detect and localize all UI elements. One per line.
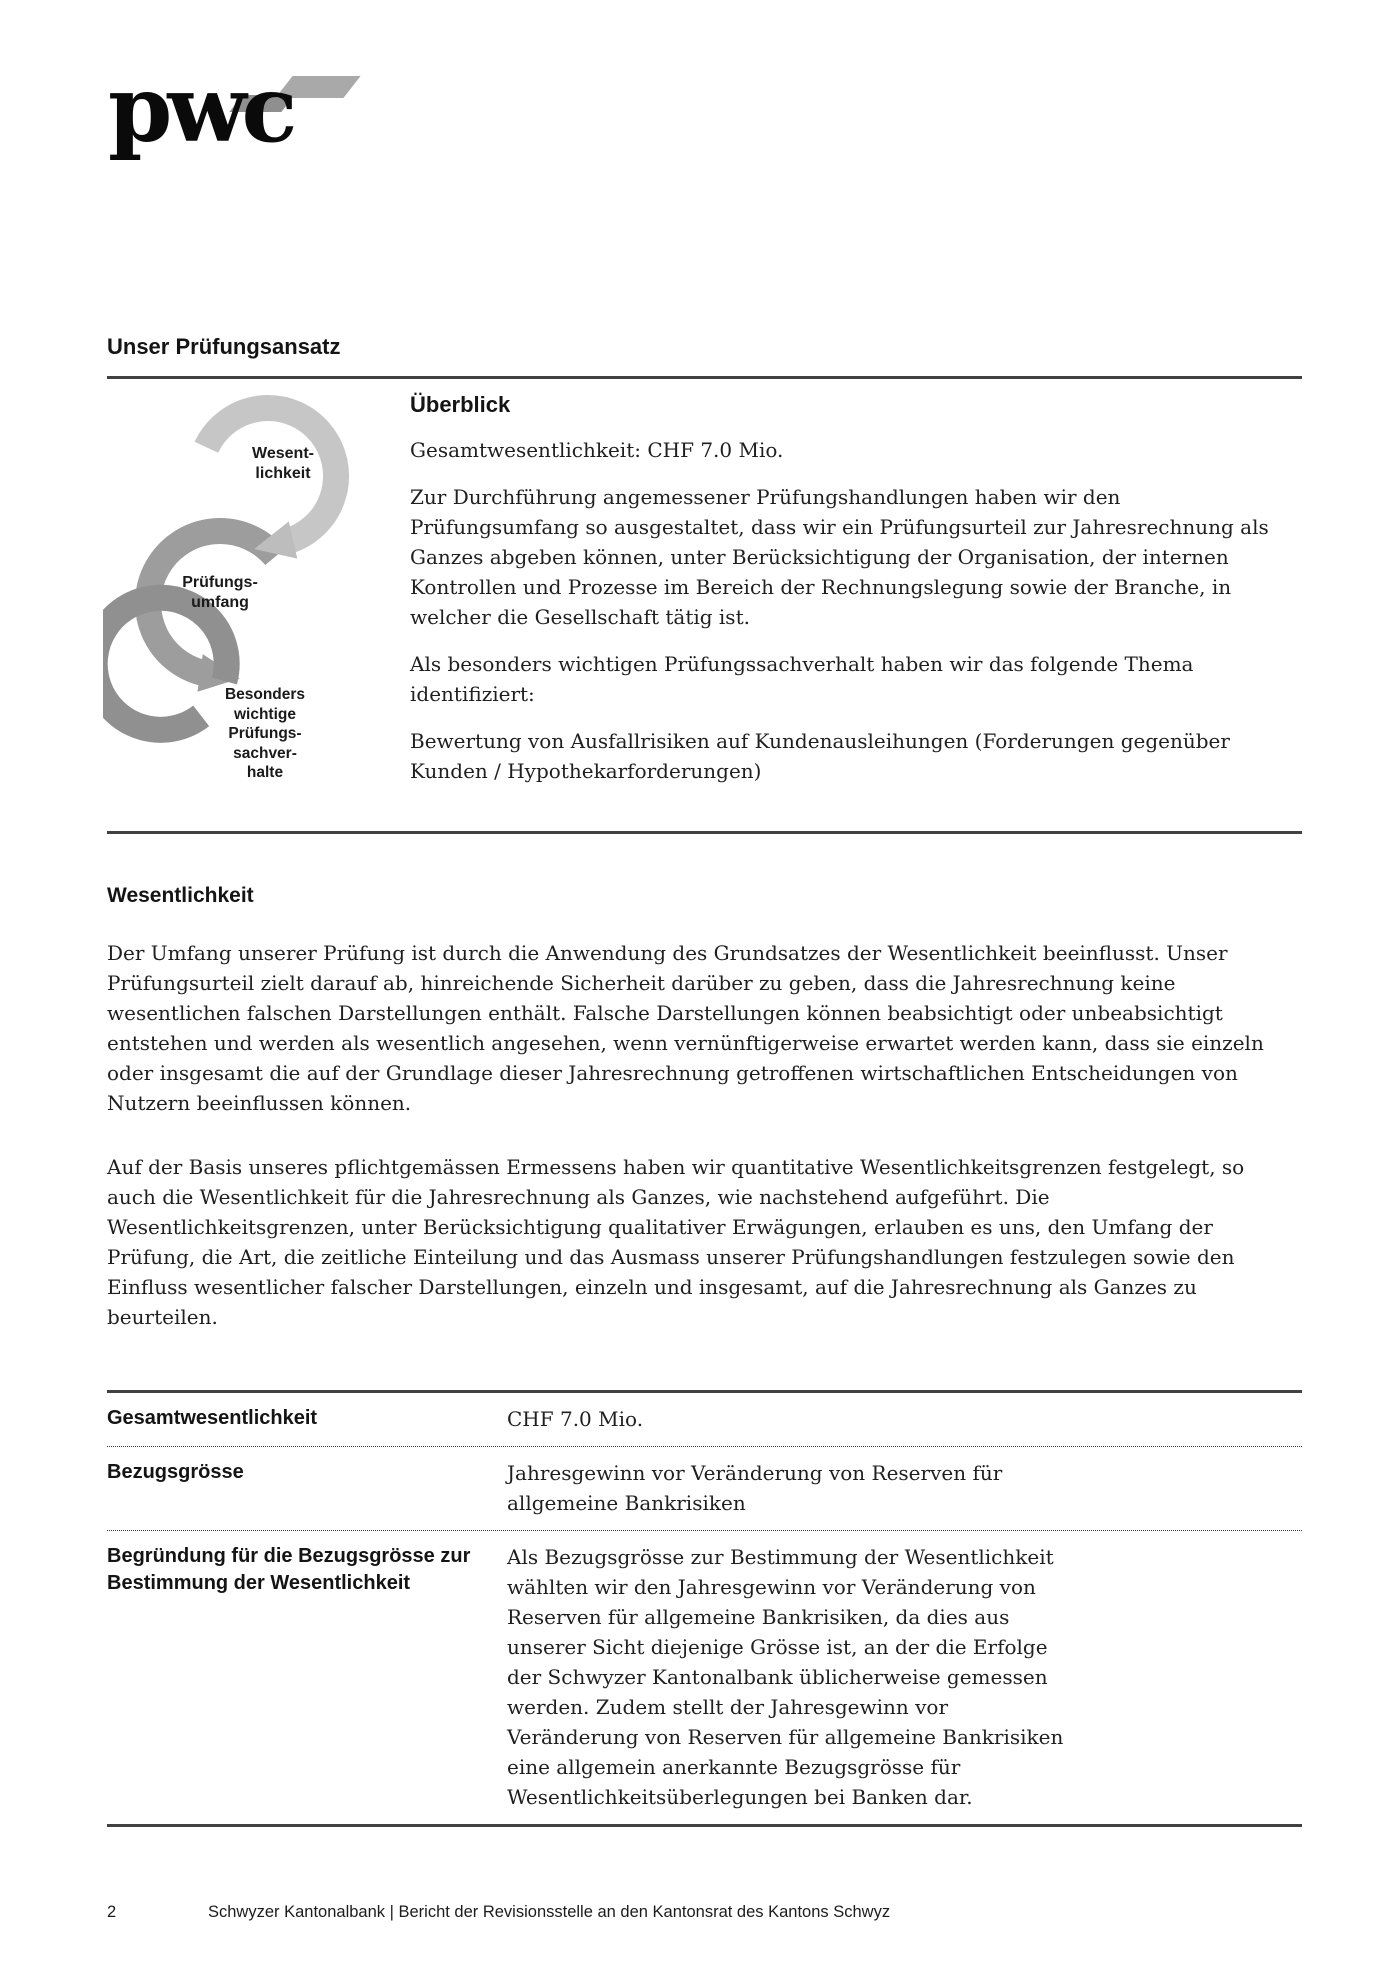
divider-top bbox=[107, 376, 1302, 379]
diagram-label-pruefungsumfang: Prüfungs- umfang bbox=[182, 574, 258, 611]
row-value: Als Bezugsgrösse zur Bestimmung der Wesentlichkeit wählten wir den Jahresgewinn vor Veränderung von Reserven für allgemeine Bankrisiken, da dies aus unserer Sicht diejenige Grösse ist, an der die Erfolge der Schwyzer Kantonalbank üblicherweise gemessen werden. Zudem stellt der Jahresgewinn vor Veränderung von Reserven für allgemeine Bankrisiken eine allgemein anerkannte Bezugsgrösse für Wesentlichkeitsüberlegungen bei Banken dar. bbox=[507, 1545, 1064, 1809]
pwc-logo-text: pwc bbox=[108, 55, 293, 163]
overview-materiality-line: Gesamtwesentlichkeit: CHF 7.0 Mio. bbox=[410, 438, 784, 462]
materiality-heading: Wesentlichkeit bbox=[107, 884, 254, 907]
materiality-paragraph-1: Der Umfang unserer Prüfung ist durch die Anwendung des Grundsatzes der Wesentlichkeit beeinflusst. Unser Prüfungsurteil zielt darauf ab, hinreichende Sicherheit darüber zu geben, dass die Jahresrechnung keine wesentlichen falschen Darstellungen enthält. Falsche Darstellungen können beabsichtigt oder unbeabsichtigt entstehen und werden als wesentlich angesehen, wenn vernünftigerweise erwartet werden kann, dass sie einzeln oder insgesamt die auf der Grundlage dieser Jahresrechnung getroffenen wirtschaftlichen Entscheidungen von Nutzern beeinflussen können. bbox=[107, 941, 1264, 1115]
table-row bbox=[107, 1447, 1302, 1531]
table-row bbox=[107, 1393, 1302, 1447]
overview-scope-paragraph: Zur Durchführung angemessener Prüfungshandlungen haben wir den Prüfungsumfang so ausgestaltet, dass wir ein Prüfungsurteil zur Jahresrechnung als Ganzes abgeben können, unter Berücksichtigung der Organisation, der internen Kontrollen und Prozesse im Bereich der Rechnungslegung sowie der Branche, in welcher die Gesellschaft tätig ist. bbox=[410, 485, 1269, 629]
overview-kam-intro: Als besonders wichtigen Prüfungssachverhalt haben wir das folgende Thema identifiziert: bbox=[410, 652, 1194, 706]
audit-approach-diagram bbox=[103, 388, 365, 836]
materiality-table bbox=[107, 1390, 1302, 1827]
overview-section bbox=[410, 392, 1285, 803]
materiality-paragraph-2: Auf der Basis unseres pflichtgemässen Ermessens haben wir quantitative Wesentlichkeitsgrenzen festgelegt, so auch die Wesentlichkeit für die Jahresrechnung als Ganzes, wie nachstehend aufgeführt. Die Wesentlichkeitsgrenzen, unter Berücksichtigung qualitativer Erwägungen, erlauben es uns, den Umfang der Prüfung, die Art, die zeitliche Einteilung und das Ausmass unserer Prüfungshandlungen festzulegen sowie den Einfluss wesentlicher falscher Darstellungen, einzeln und insgesamt, auf die Jahresrechnung als Ganzes zu beurteilen. bbox=[107, 1155, 1245, 1329]
row-value: Jahresgewinn vor Veränderung von Reserven für allgemeine Bankrisiken bbox=[507, 1461, 1003, 1515]
overview-kam-topic: Bewertung von Ausfallrisiken auf Kundenausleihungen (Forderungen gegenüber Kunden / Hypothekarforderungen) bbox=[410, 729, 1230, 783]
overview-heading: Überblick bbox=[410, 392, 511, 417]
pwc-logo bbox=[108, 55, 368, 175]
table-row bbox=[107, 1531, 1302, 1824]
diagram-label-pruefungssachverhalte: Besonders wichtige Prüfungs- sachver- halte bbox=[224, 686, 306, 781]
row-label: Begründung für die Bezugsgrösse zur Bestimmung der Wesentlichkeit bbox=[107, 1545, 471, 1594]
row-label: Bezugsgrösse bbox=[107, 1461, 244, 1483]
divider-overview-bottom bbox=[107, 831, 1302, 834]
diagram-label-wesentlichkeit: Wesent- lichkeit bbox=[252, 445, 314, 482]
row-value: CHF 7.0 Mio. bbox=[507, 1407, 644, 1431]
row-label: Gesamtwesentlichkeit bbox=[107, 1407, 318, 1429]
footer-text: Schwyzer Kantonalbank | Bericht der Revisionsstelle an den Kantonsrat des Kantons Schwyz bbox=[208, 1903, 891, 1921]
page-number: 2 bbox=[107, 1903, 117, 1921]
page-title: Unser Prüfungsansatz bbox=[107, 334, 341, 359]
